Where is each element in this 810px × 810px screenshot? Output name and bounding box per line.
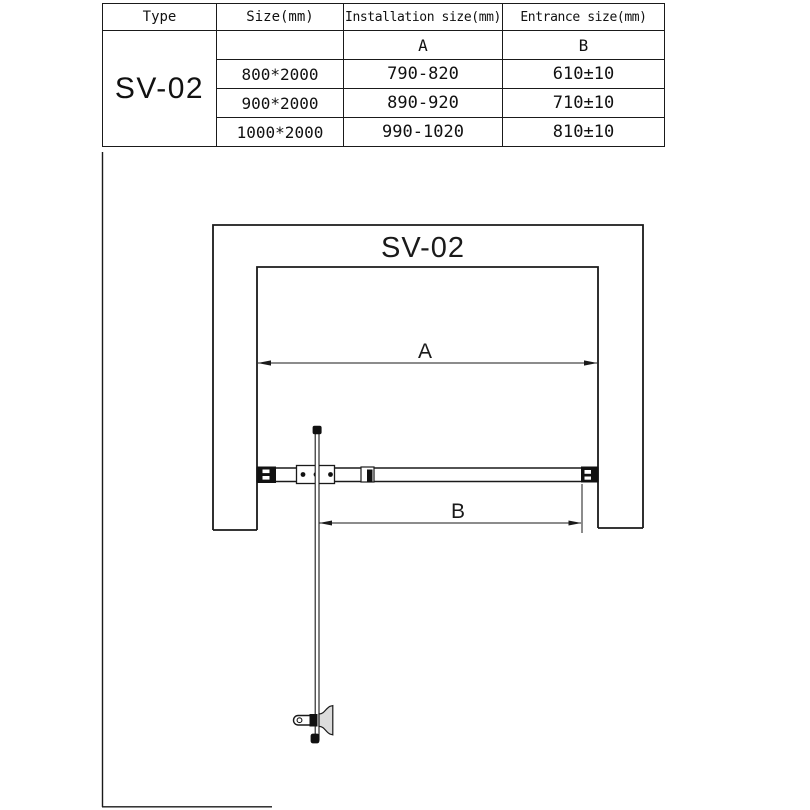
installation-cell: 990-1020 bbox=[344, 118, 503, 147]
door-handle-hole bbox=[297, 718, 302, 723]
track-left-bracket-slot bbox=[263, 476, 270, 480]
door-track bbox=[257, 466, 598, 484]
entrance-cell: 610±10 bbox=[503, 60, 665, 89]
size-cell: 1000*2000 bbox=[217, 118, 344, 147]
dim-a-left-arrow-icon bbox=[258, 360, 272, 365]
door-handle-hub bbox=[310, 714, 318, 727]
door-glass-edge bbox=[315, 432, 319, 740]
door-knob-flange bbox=[319, 706, 333, 735]
door-top-pivot-cap bbox=[313, 426, 322, 434]
size-cell: 900*2000 bbox=[217, 89, 344, 118]
track-mid-bracket-block bbox=[367, 470, 373, 483]
dimension-b bbox=[319, 484, 582, 533]
dim-a-right-arrow-icon bbox=[584, 360, 598, 365]
size-cell: 800*2000 bbox=[217, 60, 344, 89]
inner-wall-line bbox=[257, 267, 598, 530]
header-installation: Installation size(mm) bbox=[344, 4, 503, 31]
door-bottom-cap bbox=[311, 734, 320, 744]
type-value-cell: SV-02 bbox=[103, 31, 217, 147]
outer-wall-line bbox=[213, 225, 643, 530]
track-right-bracket-slot bbox=[585, 477, 592, 480]
installation-cell: 890-920 bbox=[344, 89, 503, 118]
header-entrance: Entrance size(mm) bbox=[503, 4, 665, 31]
track-left-bracket-slot bbox=[263, 470, 270, 474]
subheader-a: A bbox=[344, 31, 503, 60]
track-right-bracket-slot bbox=[585, 470, 592, 474]
dim-b-label: B bbox=[450, 500, 466, 523]
track-left-bracket bbox=[257, 467, 276, 484]
hinge-screw-icon bbox=[328, 472, 333, 477]
track-right-bracket bbox=[581, 467, 598, 483]
subheader-b: B bbox=[503, 31, 665, 60]
header-size: Size(mm) bbox=[217, 4, 344, 31]
installation-cell: 790-820 bbox=[344, 60, 503, 89]
wall-outline bbox=[213, 225, 643, 530]
sheet-border-lines bbox=[102, 152, 272, 807]
dim-b-right-arrow-icon bbox=[569, 521, 582, 526]
entrance-cell: 710±10 bbox=[503, 89, 665, 118]
dim-a-label: A bbox=[417, 340, 433, 363]
dim-b-left-arrow-icon bbox=[319, 521, 332, 526]
header-type: Type bbox=[103, 4, 217, 31]
hinge-screw-icon bbox=[301, 472, 306, 477]
dimension-a bbox=[258, 340, 598, 366]
entrance-cell: 810±10 bbox=[503, 118, 665, 147]
drawing-title: SV-02 bbox=[381, 232, 465, 264]
